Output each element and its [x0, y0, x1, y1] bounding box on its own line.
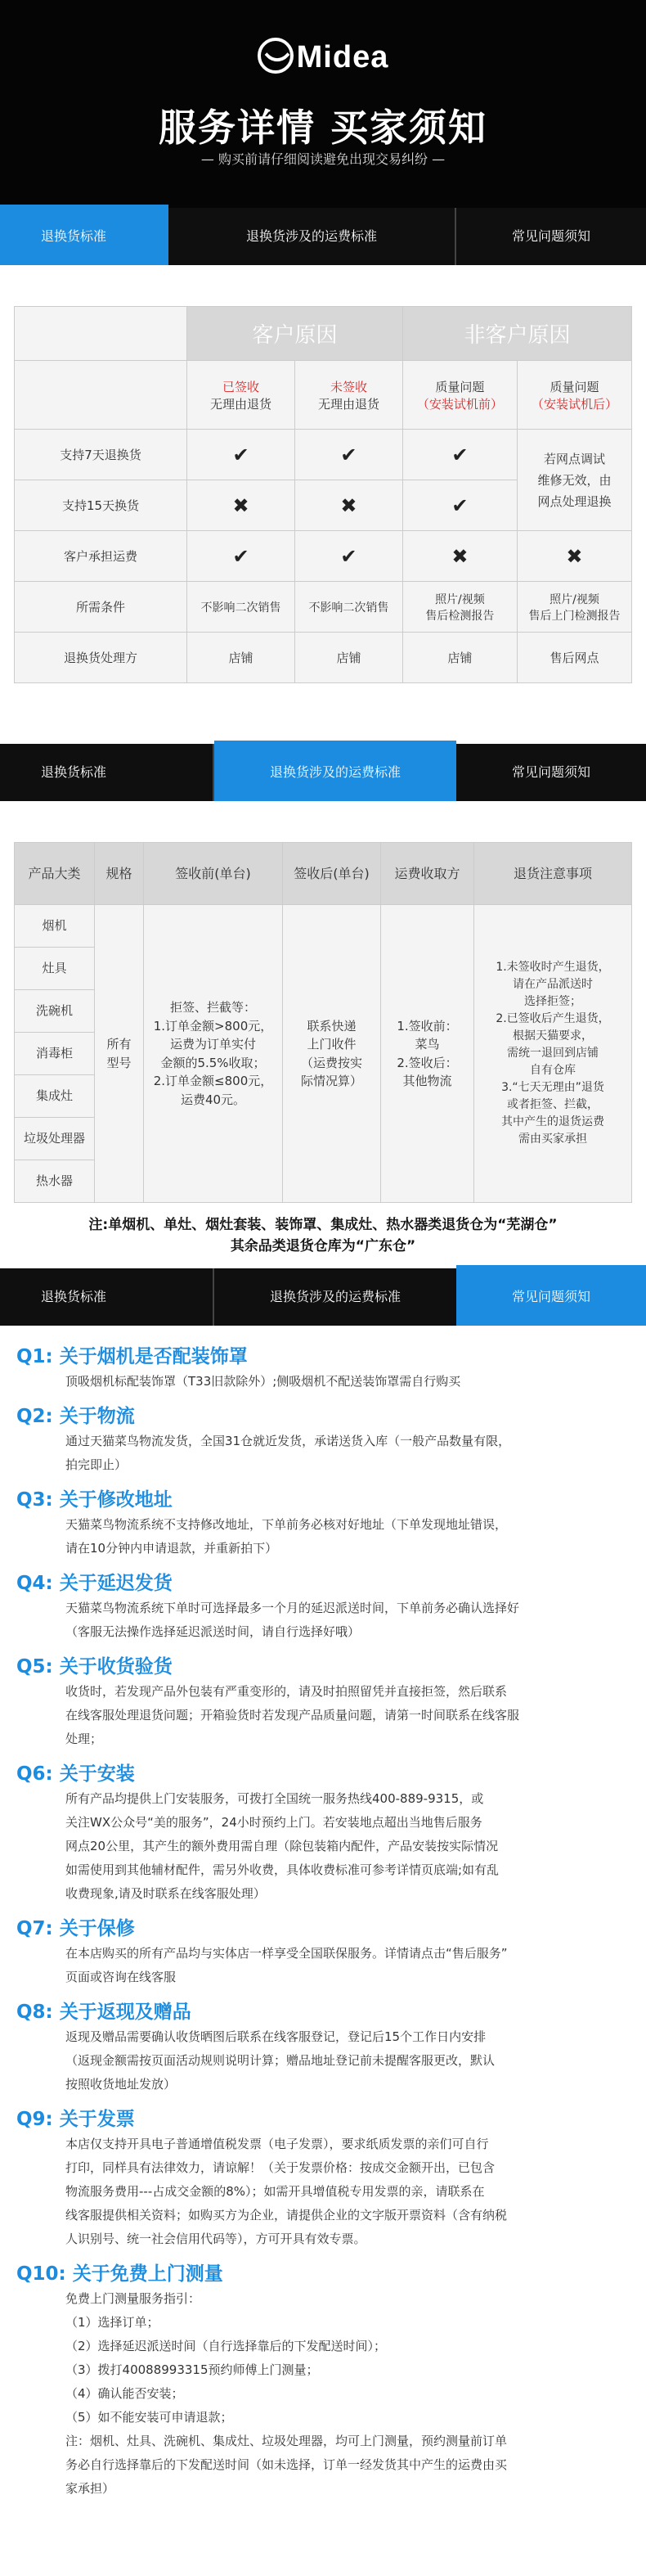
faq-answer-text: 天猫菜鸟物流系统不支持修改地址，下单前务必核对好地址（下单发现地址错误， 请在10分钟内申请退款，并重新拍下）	[65, 1517, 508, 1556]
product-cell: 集成灶	[15, 1075, 95, 1118]
faq-answer	[16, 1430, 630, 1477]
faq-answer-text: 天猫菜鸟物流系统下单时可选择最多一个月的延迟派送时间，下单前务必确认选择好 （客服无法操作选择延迟派送时间，请自行选择好哦）	[65, 1601, 520, 1639]
faq-answer	[16, 2132, 630, 2251]
row-label: 退换货处理方	[15, 633, 187, 683]
row-label: 支持15天换货	[15, 480, 187, 531]
product-cell: 烟机	[15, 905, 95, 948]
tab-return-standard[interactable]: 退换货标准	[0, 744, 214, 801]
check-icon: ✔	[402, 480, 517, 531]
col-header: 未签收 无理由退货	[294, 361, 402, 430]
faq-answer-text: 收货时，若发现产品外包装有严重变形的，请及时拍照留凭并直接拒签，然后联系 在线客服处理退货问题；开箱验货时若发现产品质量问题，请第一时间联系在线客服 处理；	[65, 1684, 520, 1746]
tab-faq[interactable]: 常见问题须知	[456, 208, 646, 265]
faq-answer	[16, 2025, 630, 2096]
faq-question: Q5: 关于收货验货	[16, 1656, 173, 1678]
brand-name: Midea	[296, 40, 389, 74]
check-icon: ✔	[294, 430, 402, 480]
faq-question: Q1: 关于烟机是否配装饰罩	[16, 1346, 248, 1367]
return-notes-cell: 1.未签收时产生退货， 请在产品派送时 选择拒签； 2.已签收后产生退货， 根据天猫要求， 需统一退回到店铺 自有仓库 3.“七天无理由”退货 或者拒签、拦截， 其中产生的退货运费 需由买家承担	[474, 905, 632, 1203]
check-icon: ✔	[402, 430, 517, 480]
table-corner	[15, 307, 187, 361]
faq-answer-text: 返现及赠品需要确认收货晒图后联系在线客服登记，登记后15个工作日内安排 （返现金额需按页面活动规则说明计算；赠品地址登记前未提醒客服更改，默认 按照收货地址发放）	[65, 2029, 496, 2092]
cross-icon: ✖	[517, 531, 631, 582]
product-cell: 垃圾处理器	[15, 1118, 95, 1160]
col-header: 质量问题 （安装试机前）	[402, 361, 517, 430]
faq-question: Q4: 关于延迟发货	[16, 1573, 173, 1594]
tab-freight-standard[interactable]: 退换货涉及的运费标准	[168, 208, 456, 265]
cross-icon: ✖	[187, 480, 295, 531]
faq-answer-text: 免费上门测量服务指引： （1）选择订单； （2）选择延迟派送时间（自行选择靠后的下发配送时间）； （3）拨打40088993315预约师傅上门测量； （4）确认能否安装； （5）如不能安装可申请退款； 注：烟机、灶具、洗碗机、集成灶、垃圾处理器，均可上门测量，预约测量前订单 务必自行选择靠后的下发配送时间（如未选择，订单一经发货其中产生的运费由买 家承担）	[65, 2291, 508, 2496]
tab-freight-standard[interactable]: 退换货涉及的运费标准	[214, 1268, 456, 1326]
table-cell: 店铺	[294, 633, 402, 683]
group-customer-reason: 客户原因	[187, 307, 403, 361]
faq-question: Q6: 关于安装	[16, 1763, 135, 1785]
brand-logo	[0, 38, 646, 75]
table-cell: 店铺	[402, 633, 517, 683]
check-icon: ✔	[187, 531, 295, 582]
product-cell: 消毒柜	[15, 1033, 95, 1075]
col-header: 产品大类	[15, 843, 95, 905]
col-header: 签收前(单台)	[144, 843, 283, 905]
faq-answer-text: 通过天猫菜鸟物流发货，全国31仓就近发货，承诺送货入库（一般产品数量有限， 拍完即止）	[65, 1434, 511, 1472]
table-cell: 不影响二次销售	[187, 582, 295, 633]
table-cell: 照片/视频 售后检测报告	[402, 582, 517, 633]
col-header: 运费收取方	[381, 843, 474, 905]
tab-return-standard[interactable]: 退换货标准	[0, 205, 168, 265]
table-cell: 照片/视频 售后上门检测报告	[517, 582, 631, 633]
faq-answer	[16, 2287, 630, 2501]
return-table	[14, 306, 632, 683]
tab-bar-1	[0, 208, 646, 268]
faq-answer-text: 所有产品均提供上门安装服务，可拨打全国统一服务热线400-889-9315，或 关注WX公众号“美的服务”，24小时预约上门。若安装地点超出当地售后服务 网点20公里，其产生的额外费用需自理（除包装箱内配件，产品安装按实际情况 如需使用到其他辅材配件，需另外收费，具体收费标准可参考详情页底端;如有乱 收费现象,请及时联系在线客服处理）	[65, 1791, 500, 1901]
warehouse-note	[14, 1203, 632, 1257]
merged-note: 若网点调试 维修无效，由 网点处理退换	[517, 430, 631, 531]
faq-question: Q3: 关于修改地址	[16, 1489, 173, 1511]
freight-section	[0, 804, 646, 1257]
table-cell: 不影响二次销售	[294, 582, 402, 633]
freight-table	[14, 842, 632, 1203]
spec-cell: 所有 型号	[95, 905, 144, 1203]
faq-answer	[16, 1596, 630, 1644]
return-standard-section	[0, 268, 646, 683]
group-noncustomer-reason: 非客户原因	[402, 307, 631, 361]
col-header: 签收后(单台)	[283, 843, 381, 905]
faq-question: Q2: 关于物流	[16, 1406, 135, 1427]
hero-banner	[0, 0, 646, 208]
table-cell	[15, 361, 187, 430]
cross-icon: ✖	[402, 531, 517, 582]
faq-section	[0, 1329, 646, 2501]
product-cell: 灶具	[15, 948, 95, 990]
row-label: 所需条件	[15, 582, 187, 633]
tab-bar-3	[0, 1268, 646, 1329]
page-subtitle: — 购买前请仔细阅读避免出现交易纠纷 —	[200, 151, 446, 167]
faq-question: Q10: 关于免费上门测量	[16, 2263, 223, 2285]
tab-bar-2	[0, 744, 646, 804]
product-cell: 洗碗机	[15, 990, 95, 1033]
cross-icon: ✖	[294, 480, 402, 531]
warehouse-note-line: 其余品类退货仓库为“广东仓”	[230, 1238, 416, 1254]
col-header: 质量问题 （安装试机后）	[517, 361, 631, 430]
faq-answer-text: 顶吸烟机标配装饰罩（T33旧款除外）;侧吸烟机不配送装饰罩需自行购买	[65, 1374, 461, 1389]
check-icon: ✔	[294, 531, 402, 582]
check-icon: ✔	[187, 430, 295, 480]
faq-answer	[16, 1370, 630, 1394]
col-header: 已签收 无理由退货	[187, 361, 295, 430]
faq-question: Q9: 关于发票	[16, 2109, 135, 2130]
faq-question: Q8: 关于返现及赠品	[16, 2002, 191, 2023]
warehouse-note-line: 注:单烟机、单灶、烟灶套装、装饰罩、集成灶、热水器类退货仓为“芜湖仓”	[88, 1217, 558, 1233]
table-cell: 店铺	[187, 633, 295, 683]
tab-faq[interactable]: 常见问题须知	[456, 1265, 646, 1326]
faq-answer	[16, 1942, 630, 1989]
before-sign-cell: 拒签、拦截等： 1.订单金额>800元， 运费为订单实付 金额的5.5%收取； 2.订单金额≤800元， 运费40元。	[144, 905, 283, 1203]
faq-answer-text: 本店仅支持开具电子普通增值税发票（电子发票），要求纸质发票的亲们可自行 打印，同样具有法律效力，请谅解！（关于发票价格：按成交金额开出，已包含 物流服务费用---占成交金额的8%）；如需开具增值税专用发票的亲，请联系在 线客服提供相关资料；如购买方为企业，请提供企业的文字版开票资料（含有纳税 人识别号、统一社会信用代码等），方可开具有效专票。	[65, 2137, 508, 2246]
col-header: 规格	[95, 843, 144, 905]
tab-faq[interactable]: 常见问题须知	[456, 744, 646, 801]
faq-answer-text: 在本店购买的所有产品均与实体店一样享受全国联保服务。详情请点击“售后服务” 页面或咨询在线客服	[65, 1946, 508, 1984]
payer-cell: 1.签收前： 菜鸟 2.签收后： 其他物流	[381, 905, 474, 1203]
row-label: 客户承担运费	[15, 531, 187, 582]
product-cell: 热水器	[15, 1160, 95, 1203]
tab-return-standard[interactable]: 退换货标准	[0, 1268, 214, 1326]
faq-answer	[16, 1680, 630, 1751]
after-sign-cell: 联系快递 上门收件 （运费按实 际情况算）	[283, 905, 381, 1203]
col-header: 退货注意事项	[474, 843, 632, 905]
tab-freight-standard[interactable]: 退换货涉及的运费标准	[214, 741, 456, 801]
midea-logo-icon	[258, 38, 294, 74]
page-title: 服务详情 买家须知	[158, 106, 487, 150]
faq-question: Q7: 关于保修	[16, 1918, 135, 1939]
table-cell: 售后网点	[517, 633, 631, 683]
faq-answer	[16, 1787, 630, 1906]
faq-answer	[16, 1513, 630, 1560]
row-label: 支持7天退换货	[15, 430, 187, 480]
